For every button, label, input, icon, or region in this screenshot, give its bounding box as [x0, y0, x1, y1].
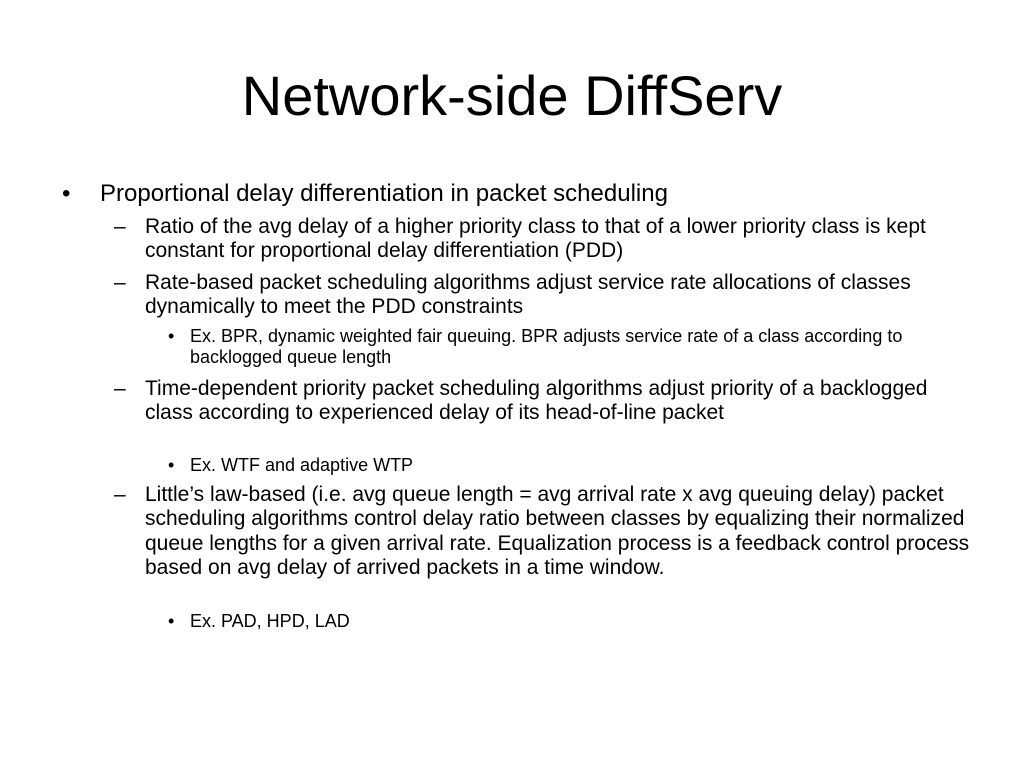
bullet-level2-littles-law [114, 483, 970, 580]
bullet-marker: • [168, 611, 175, 631]
bullet-text: Little’s law-based (i.e. avg queue length = avg arrival rate x avg queuing delay) packet scheduling algorithms control delay ratio between classes by equalizing their normalized queue lengths for a given arrival rate. Equalization process is a feedback control process based on avg delay of arrived packets in a time window. [145, 483, 970, 579]
bullet-level3-wtf [168, 455, 980, 476]
bullet-level2-ratio [114, 215, 970, 264]
bullet-marker: • [168, 326, 175, 346]
bullet-text: Proportional delay differentiation in packet scheduling [100, 180, 668, 207]
bullet-level3-pad [168, 611, 980, 632]
bullet-level2-time-dependent [114, 377, 970, 426]
bullet-level2-rate-based [114, 271, 970, 320]
dash-marker: – [114, 271, 126, 294]
bullet-text: Rate-based packet scheduling algorithms adjust service rate allocations of classes dynamically to meet the PDD constraints [145, 271, 911, 319]
dash-marker: – [114, 377, 126, 400]
bullet-level3-bpr [168, 326, 980, 368]
bullet-text: Ex. PAD, HPD, LAD [190, 611, 350, 631]
dash-marker: – [114, 215, 126, 238]
dash-marker: – [114, 483, 126, 506]
slide-title: Network-side DiffServ [241, 64, 783, 127]
bullet-text: Ex. WTF and adaptive WTP [190, 455, 414, 475]
bullet-text: Ex. BPR, dynamic weighted fair queuing. BPR adjusts service rate of a class according to backlogged queue length [190, 326, 903, 367]
bullet-marker: • [168, 455, 175, 475]
bullet-text: Time-dependent priority packet scheduling algorithms adjust priority of a backlogged class according to experienced delay of its head-of-line packet [145, 377, 928, 425]
bullet-level1-pdd [62, 180, 980, 207]
bullet-marker: • [62, 180, 71, 207]
bullet-text: Ratio of the avg delay of a higher priority class to that of a lower priority class is kept constant for proportional delay differentiation (PDD) [145, 215, 926, 263]
